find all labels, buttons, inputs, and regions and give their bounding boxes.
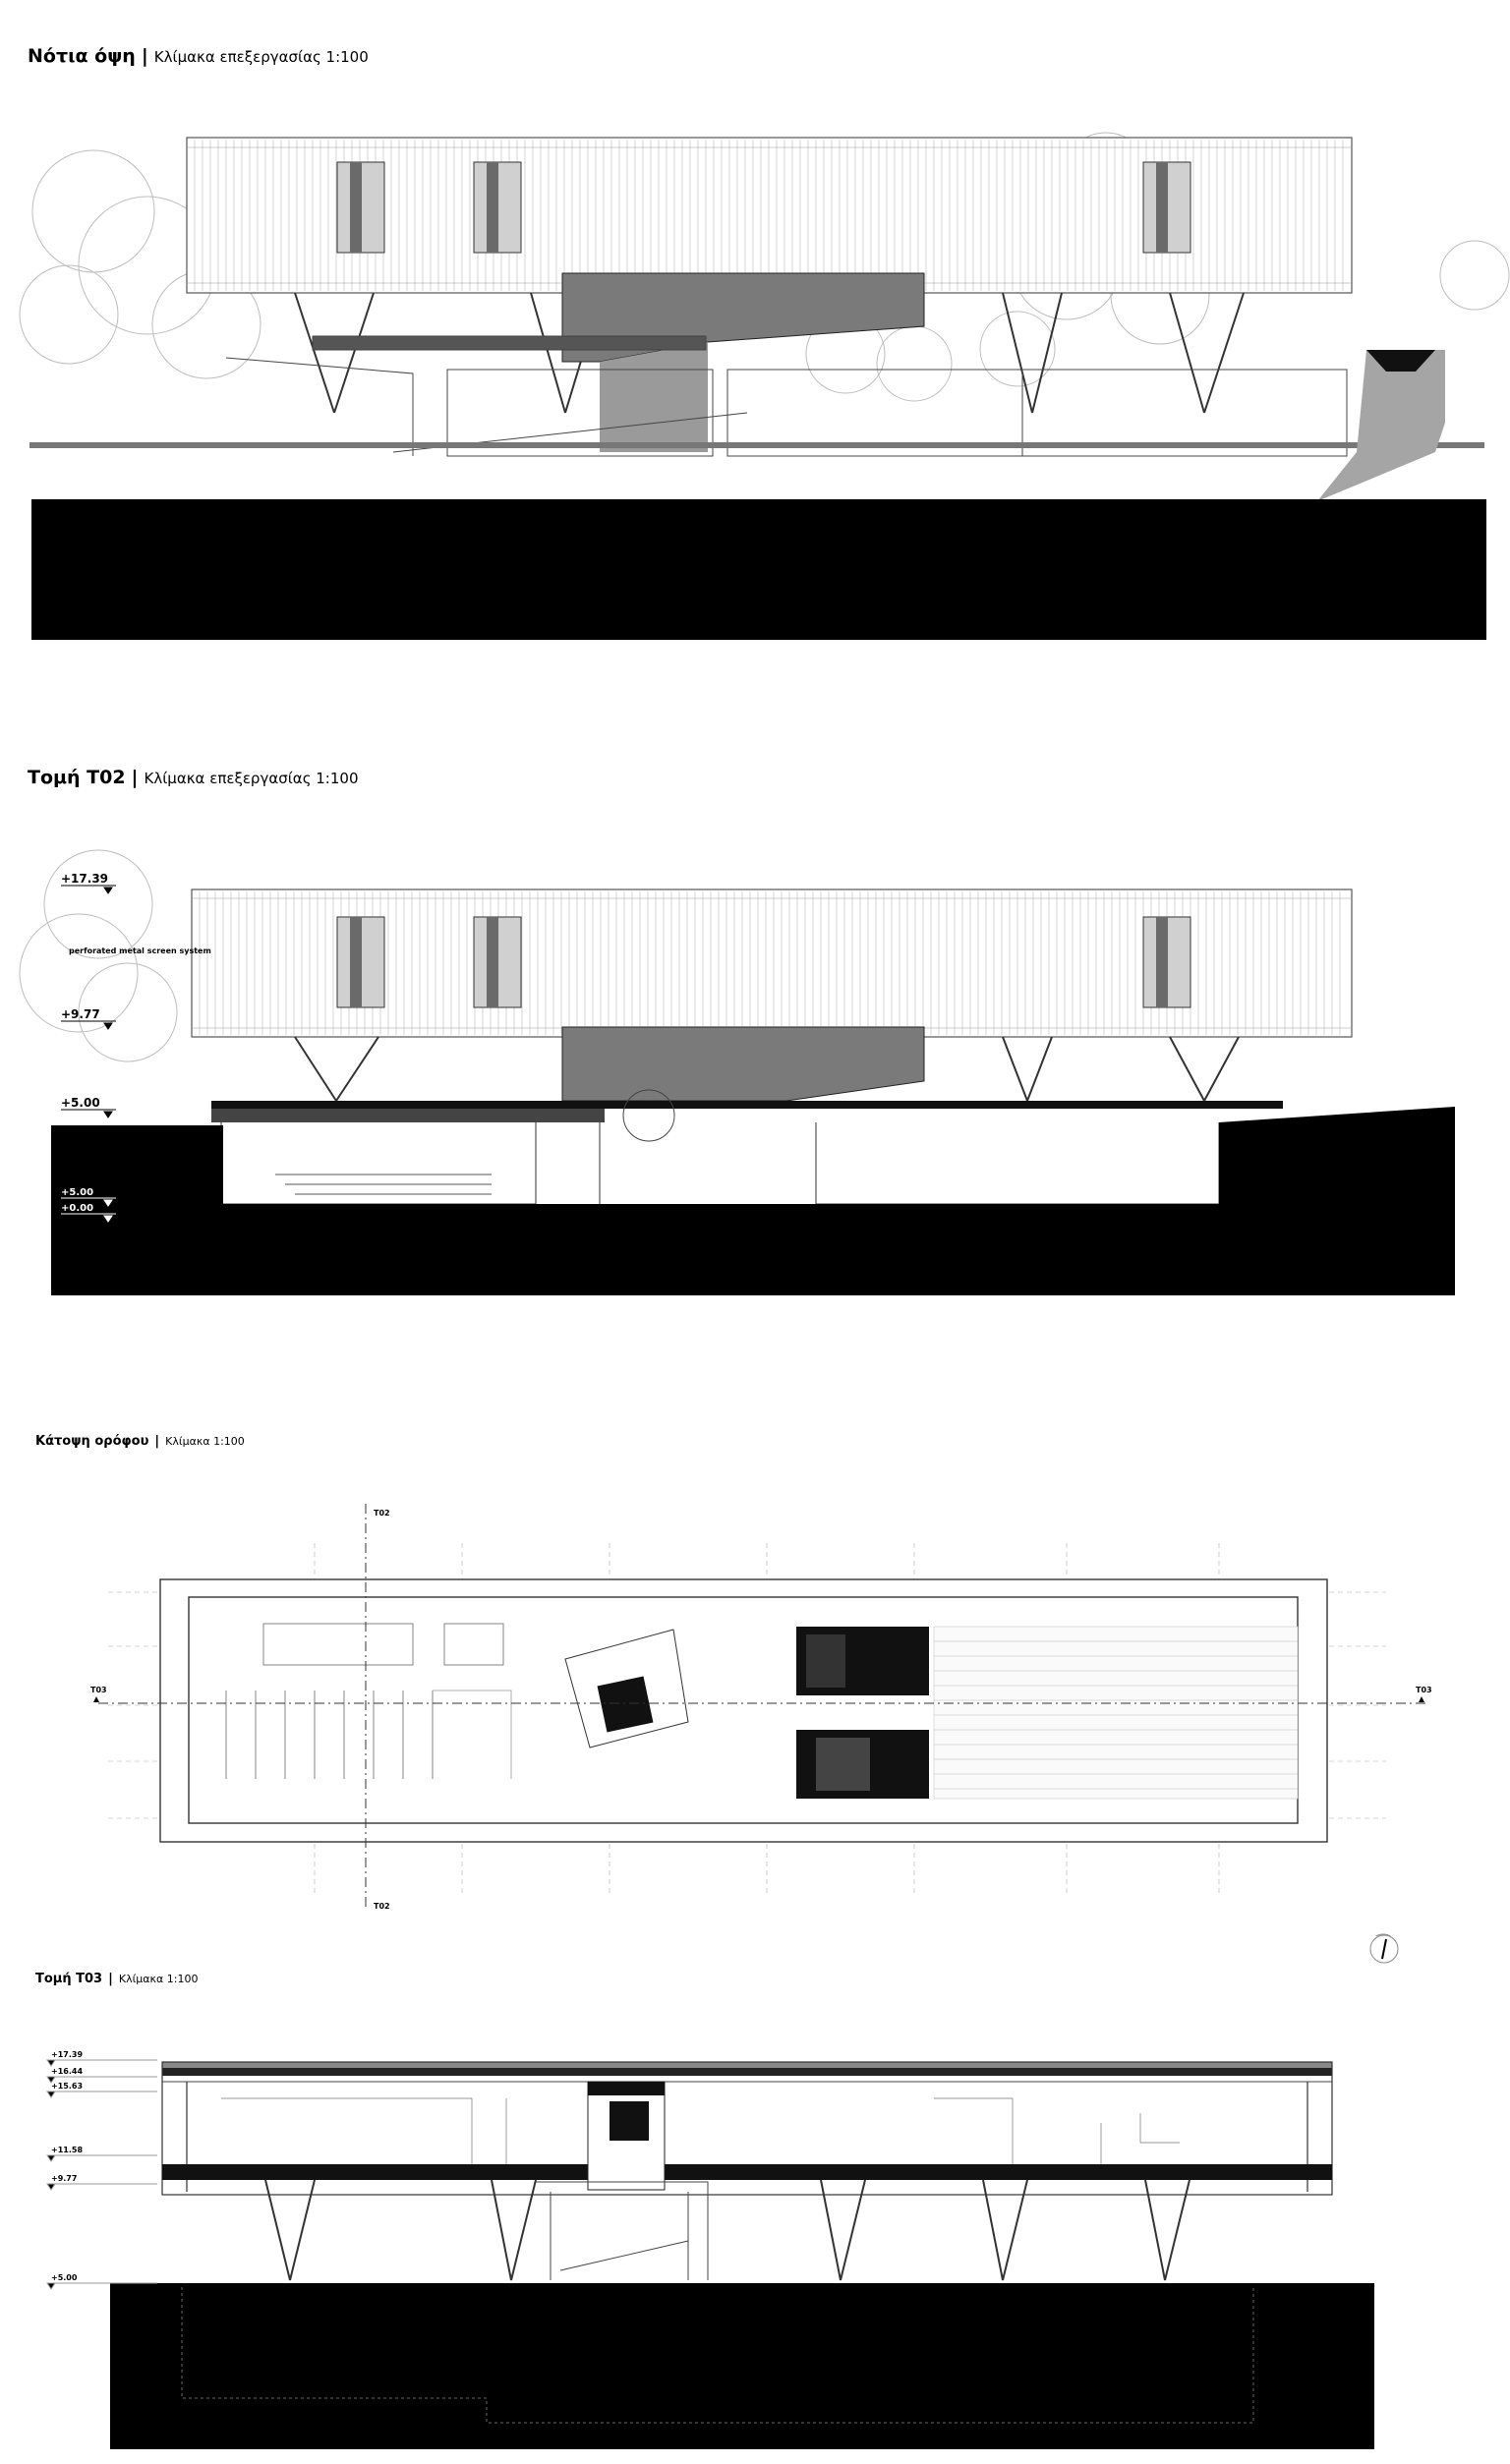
floor-plan-separator: | (154, 1434, 160, 1449)
south-elevation-drawing (0, 118, 1510, 649)
south-elevation-separator: | (141, 45, 148, 67)
section-t02-heading (28, 769, 359, 787)
t03-level-markers (47, 2050, 157, 2289)
level-label: +15.63 (51, 2082, 84, 2091)
ground-floor-facade (226, 336, 1347, 456)
section-mark-label: T03 (1416, 1686, 1432, 1694)
level-marker-16-44 (47, 2067, 157, 2083)
level-label: +9.77 (61, 1007, 100, 1021)
level-marker-11-58 (47, 2146, 157, 2161)
level-marker-9-77 (61, 1007, 116, 1029)
level-label: +0.00 (61, 1203, 94, 1214)
south-elevation-scale: Κλίμακα επεξεργασίας 1:100 (153, 48, 369, 66)
t02-glazed-core (562, 1027, 924, 1101)
level-label: +17.39 (51, 2050, 84, 2059)
section-t03-separator: | (108, 1972, 113, 1986)
north-arrow-icon (1366, 1931, 1402, 1967)
landscape-strip (29, 350, 1484, 501)
level-marker-17-39 (61, 872, 116, 893)
t02-ground-mass (51, 1204, 1455, 1295)
ground-mass (31, 499, 1486, 640)
floor-plan-scale: Κλίμακα 1:100 (165, 1435, 245, 1448)
t03-roof-planting (162, 2062, 1332, 2082)
floor-plan-title: Κάτοψη ορόφου (35, 1434, 149, 1449)
glazed-core (562, 273, 924, 452)
section-mark-t02-bottom (374, 1902, 390, 1911)
section-t02-title: Τομή Τ02 (28, 767, 126, 788)
level-label: +9.77 (51, 2174, 78, 2183)
t02-cut-plinth (211, 1090, 1283, 1204)
section-t02-drawing (0, 835, 1510, 1307)
south-elevation-title: Νότια όψη (28, 45, 136, 67)
section-mark-t02-top (374, 1509, 390, 1518)
section-t03-drawing (0, 2044, 1510, 2457)
section-t02-separator: | (131, 767, 139, 788)
level-label: +17.39 (61, 872, 109, 886)
section-mark-t03-right (1416, 1686, 1432, 1702)
section-mark-label: T03 (90, 1686, 107, 1694)
t03-floor-slab (162, 2082, 1332, 2190)
section-mark-label: T02 (374, 1509, 390, 1518)
level-label: +11.58 (51, 2146, 84, 2154)
level-marker-5-00-upper (61, 1096, 116, 1117)
section-t02-scale: Κλίμακα επεξεργασίας 1:100 (144, 770, 359, 787)
t03-stair-tower (536, 2182, 708, 2280)
level-label: +5.00 (61, 1187, 94, 1198)
level-marker-9-77 (47, 2174, 157, 2190)
level-label: +16.44 (51, 2067, 84, 2076)
t03-ground-mass (110, 2283, 1374, 2449)
screen-system-annotation: perforated metal screen system (69, 946, 211, 955)
floor-plan-heading (35, 1435, 245, 1448)
floor-plan-drawing (0, 1484, 1510, 1936)
section-mark-t03-left (90, 1686, 107, 1702)
section-t03-title: Τομή Τ03 (35, 1972, 103, 1986)
t02-ground-right (1219, 1107, 1455, 1204)
section-t03-heading (35, 1973, 199, 1985)
level-label: +5.00 (61, 1096, 100, 1110)
south-elevation-heading (28, 47, 369, 66)
level-marker-15-63 (47, 2082, 157, 2097)
t03-interior (221, 2098, 1180, 2164)
level-marker-17-39 (47, 2050, 157, 2066)
section-mark-label: T02 (374, 1902, 390, 1911)
section-t03-scale: Κλίμακα 1:100 (118, 1973, 199, 1985)
plan-reading-area (934, 1627, 1298, 1799)
level-label: +5.00 (51, 2273, 78, 2282)
